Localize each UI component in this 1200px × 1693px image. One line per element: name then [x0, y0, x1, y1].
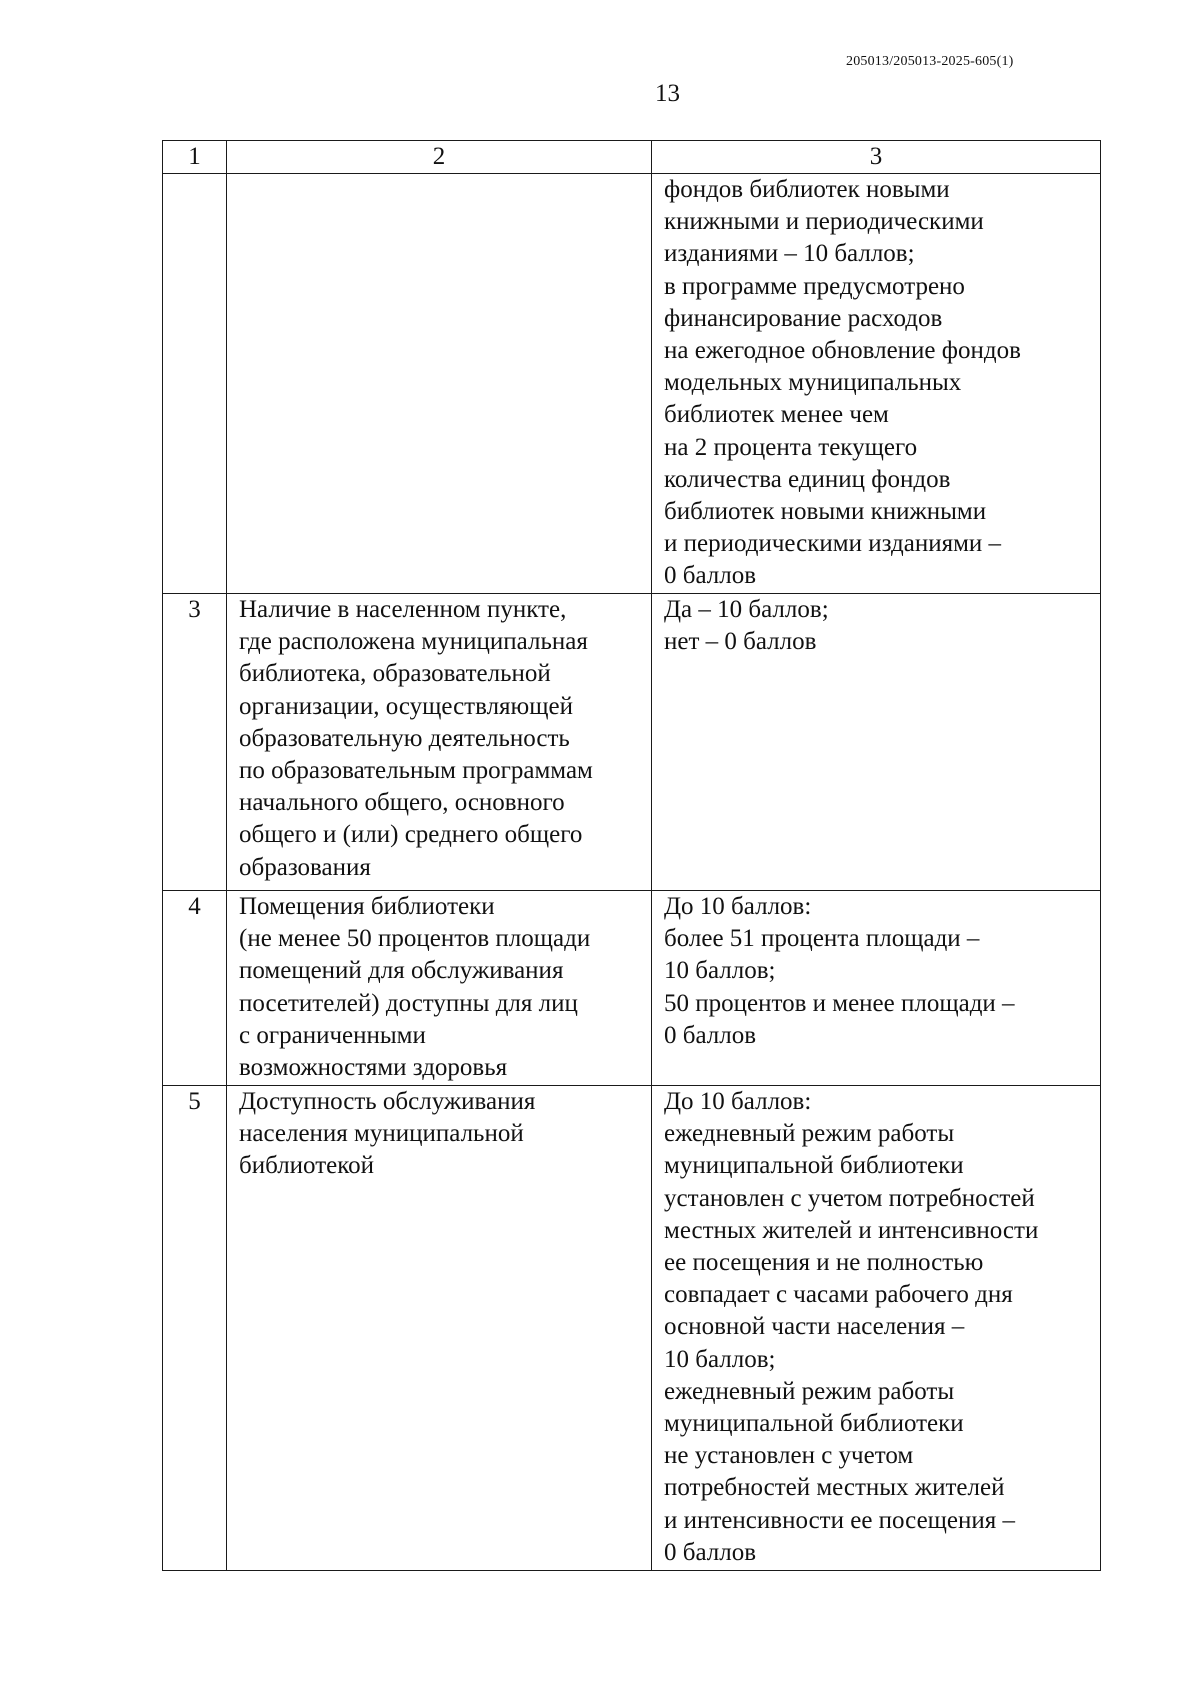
row-number-cell: 3: [163, 594, 227, 891]
scoring-line: До 10 баллов:: [664, 893, 812, 920]
scoring-line: 0 баллов: [664, 1538, 757, 1566]
scoring-line: на 2 процента текущего: [664, 433, 918, 461]
scoring-line: нет – 0 баллов: [664, 628, 817, 656]
criterion-line: населения муниципальной: [239, 1120, 524, 1148]
scoring-line: количества единиц фондов: [664, 465, 951, 493]
scoring-line: муниципальной библиотеки: [664, 1152, 964, 1180]
scoring-line: 10 баллов;: [664, 1345, 776, 1373]
scoring-line: финансирование расходов: [664, 304, 943, 332]
scoring-line: библиотек менее чем: [664, 401, 889, 429]
scoring-line: ежедневный режим работы: [664, 1120, 955, 1148]
document-id: 205013/205013-2025-605(1): [846, 54, 1014, 69]
table-row: [163, 891, 1101, 1086]
scoring-line: более 51 процента площади –: [664, 925, 980, 953]
table-row: [163, 594, 1101, 891]
criterion-line: посетителей) доступны для лиц: [239, 989, 578, 1017]
scoring-line: установлен с учетом потребностей: [664, 1184, 1035, 1212]
scoring-line: потребностей местных жителей: [664, 1474, 1005, 1502]
table-row: [163, 1086, 1101, 1571]
criterion-cell: [227, 1086, 652, 1571]
scoring-line: 10 баллов;: [664, 957, 776, 985]
column-header-3: 3: [652, 141, 1101, 174]
column-header-2: 2: [227, 141, 652, 174]
scoring-line: и периодическими изданиями –: [664, 530, 1002, 558]
scoring-line: ежедневный режим работы: [664, 1377, 955, 1405]
scoring-line: на ежегодное обновление фондов: [664, 337, 1021, 365]
scoring-line: местных жителей и интенсивности: [664, 1216, 1039, 1244]
criterion-cell: [227, 174, 652, 594]
page-number: 13: [655, 80, 680, 107]
criterion-line: библиотека, образовательной: [239, 660, 551, 688]
table-row: [163, 174, 1101, 594]
criterion-line: с ограниченными: [239, 1021, 426, 1049]
criterion-line: возможностями здоровья: [239, 1054, 508, 1082]
scoring-cell: [652, 594, 1101, 891]
scoring-line: модельных муниципальных: [664, 369, 962, 397]
criteria-table: [162, 140, 1101, 1571]
row-number-cell: 4: [163, 891, 227, 1086]
scoring-line: изданиями – 10 баллов;: [664, 240, 915, 268]
criterion-line: образования: [239, 853, 371, 881]
scoring-line: совпадает с часами рабочего дня: [664, 1281, 1013, 1309]
criterion-line: Наличие в населенном пункте,: [239, 596, 567, 623]
scoring-line: 0 баллов: [664, 562, 757, 590]
criterion-cell: [227, 891, 652, 1086]
criterion-line: общего и (или) среднего общего: [239, 821, 583, 849]
scoring-line: муниципальной библиотеки: [664, 1410, 964, 1438]
table-header-row: [163, 141, 1101, 174]
criterion-line: Помещения библиотеки: [239, 893, 495, 920]
scoring-line: Да – 10 баллов;: [664, 596, 829, 623]
row-number-cell: 5: [163, 1086, 227, 1571]
criterion-line: Доступность обслуживания: [239, 1088, 536, 1115]
scoring-cell: [652, 891, 1101, 1086]
scoring-line: основной части населения –: [664, 1313, 965, 1341]
scoring-line: 50 процентов и менее площади –: [664, 989, 1015, 1017]
column-header-1: 1: [163, 141, 227, 174]
scoring-line: книжными и периодическими: [664, 208, 984, 236]
criterion-line: образовательную деятельность: [239, 724, 570, 752]
criterion-cell: [227, 594, 652, 891]
scoring-cell: [652, 174, 1101, 594]
scoring-line: в программе предусмотрено: [664, 272, 965, 300]
criterion-line: (не менее 50 процентов площади: [239, 925, 591, 953]
criterion-line: по образовательным программам: [239, 757, 593, 785]
criterion-line: помещений для обслуживания: [239, 957, 564, 985]
scoring-line: фондов библиотек новыми: [664, 176, 950, 203]
scoring-line: библиотек новыми книжными: [664, 498, 987, 526]
scoring-line: 0 баллов: [664, 1021, 757, 1049]
scoring-line: ее посещения и не полностью: [664, 1249, 984, 1277]
scoring-line: До 10 баллов:: [664, 1088, 812, 1115]
criterion-line: библиотекой: [239, 1152, 374, 1180]
scoring-cell: [652, 1086, 1101, 1571]
scoring-line: и интенсивности ее посещения –: [664, 1506, 1016, 1534]
criterion-line: начального общего, основного: [239, 789, 565, 817]
row-number-cell: [163, 174, 227, 594]
criterion-line: организации, осуществляющей: [239, 692, 573, 720]
criterion-line: где расположена муниципальная: [239, 628, 588, 656]
scoring-line: не установлен с учетом: [664, 1442, 914, 1470]
